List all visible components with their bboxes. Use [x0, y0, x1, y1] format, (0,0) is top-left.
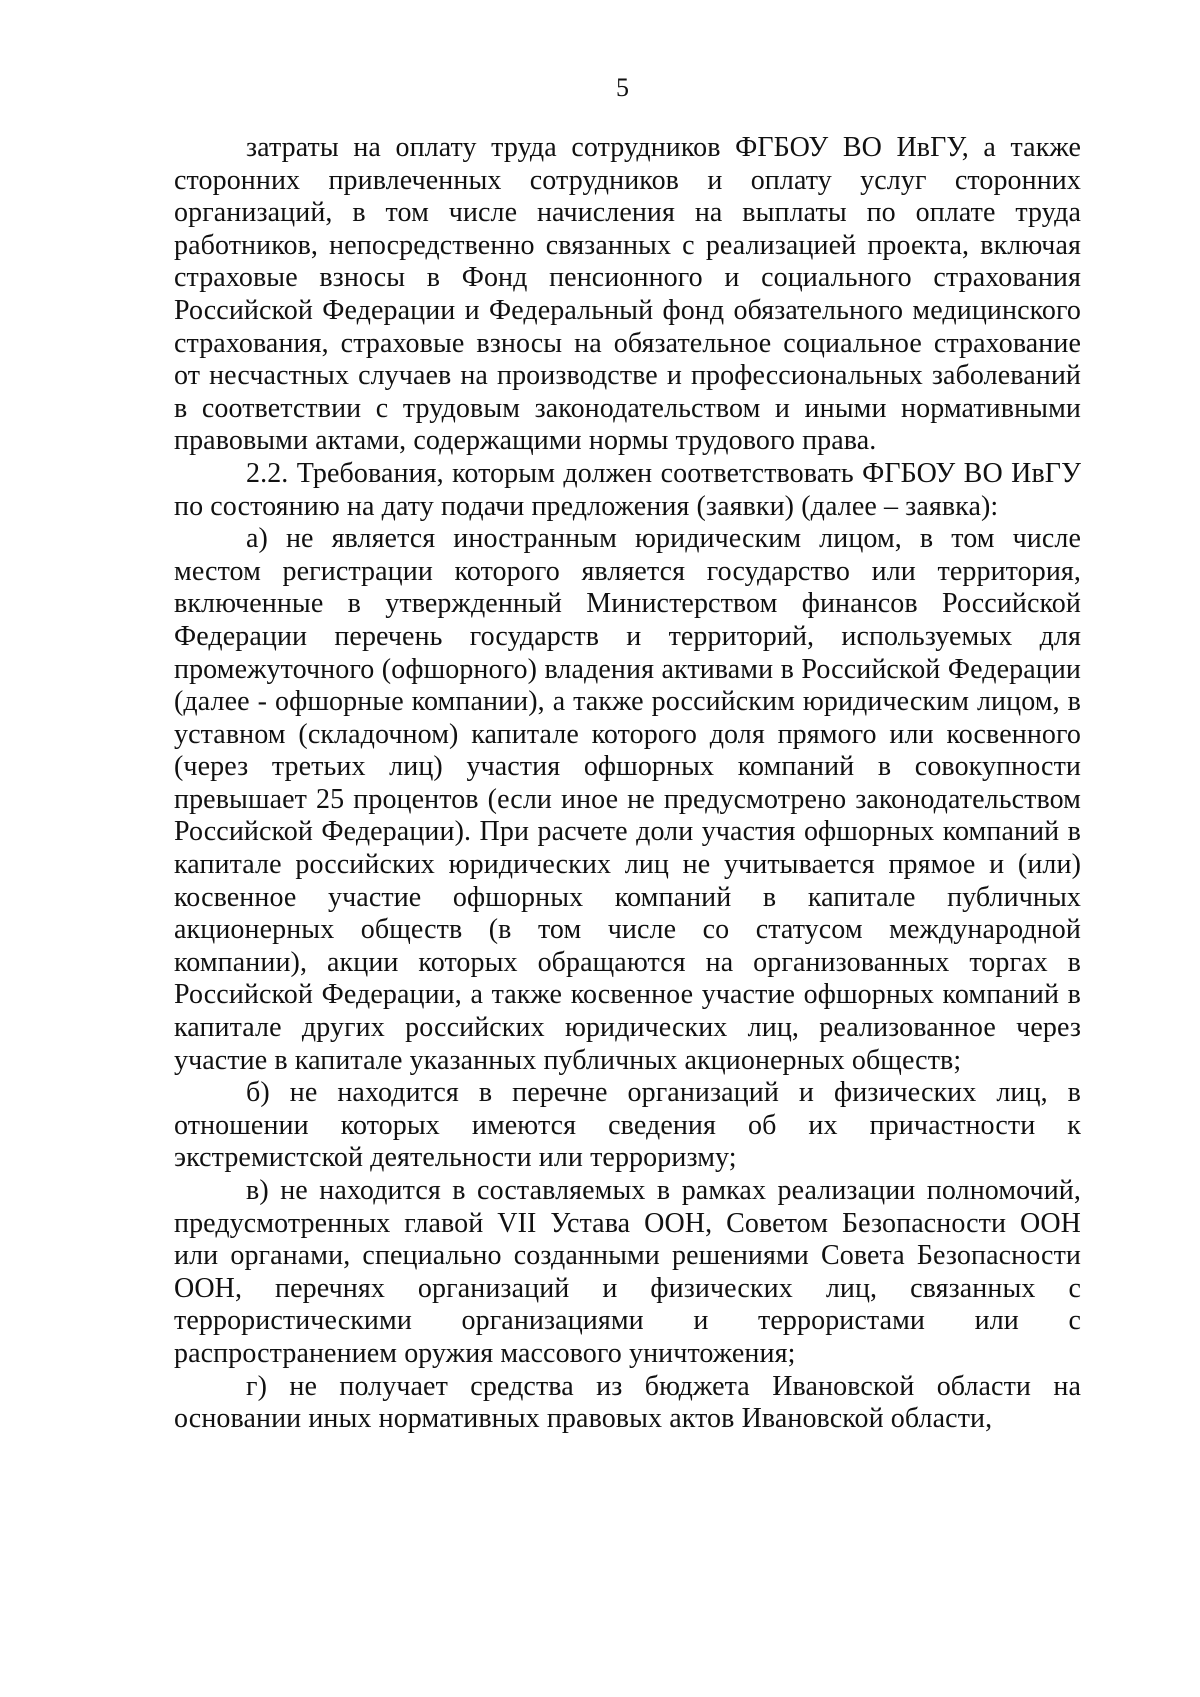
paragraph-item-b: б) не находится в перечне организаций и физических лиц, в отношении которых имеются сведения об их причастности к экстремистской деятельности или терроризму;	[174, 1077, 1081, 1174]
paragraph-labor-costs: затраты на оплату труда сотрудников ФГБОУ ВО ИвГУ, а также сторонних привлеченных сотрудников и оплату услуг сторонних организаций, в том числе начисления на выплаты по оплате труда работников, непосредственно связанных с реализацией проекта, включая страховые взносы в Фонд пенсионного и социального страхования Российской Федерации и Федеральный фонд обязательного медицинского страхования, страховые взносы на обязательное социальное страхование от несчастных случаев на производстве и профессиональных заболеваний в соответствии с трудовым законодательством и иными нормативными правовыми актами, содержащими нормы трудового права.	[174, 132, 1081, 457]
paragraph-item-a: а) не является иностранным юридическим лицом, в том числе местом регистрации которого является государство или территория, включенные в утвержденный Министерством финансов Российской Федерации перечень государств и территорий, используемых для промежуточного (офшорного) владения активами в Российской Федерации (далее - офшорные компании), а также российским юридическим лицом, в уставном (складочном) капитале которого доля прямого или косвенного (через третьих лиц) участия офшорных компаний в совокупности превышает 25 процентов (если иное не предусмотрено законодательством Российской Федерации). При расчете доли участия офшорных компаний в капитале российских юридических лиц не учитывается прямое и (или) косвенное участие офшорных компаний в капитале публичных акционерных обществ (в том числе со статусом международной компании), акции которых обращаются на организованных торгах в Российской Федерации, а также косвенное участие офшорных компаний в капитале других российских юридических лиц, реализованное через участие в капитале указанных публичных акционерных обществ;	[174, 523, 1081, 1076]
document-body	[174, 132, 1081, 1436]
paragraph-item-g: г) не получает средства из бюджета Ивановской области на основании иных нормативных правовых актов Ивановской области,	[174, 1370, 1081, 1435]
page-number: 5	[616, 73, 629, 102]
paragraph-requirements-heading: 2.2. Требования, которым должен соответствовать ФГБОУ ВО ИвГУ по состоянию на дату подачи предложения (заявки) (далее – заявка):	[174, 457, 1081, 522]
paragraph-item-v: в) не находится в составляемых в рамках реализации полномочий, предусмотренных главой VII Устава ООН, Советом Безопасности ООН или органами, специально созданными решениями Совета Безопасности ООН, перечнях организаций и физических лиц, связанных с террористическими организациями и террористами или с распространением оружия массового уничтожения;	[174, 1175, 1081, 1369]
